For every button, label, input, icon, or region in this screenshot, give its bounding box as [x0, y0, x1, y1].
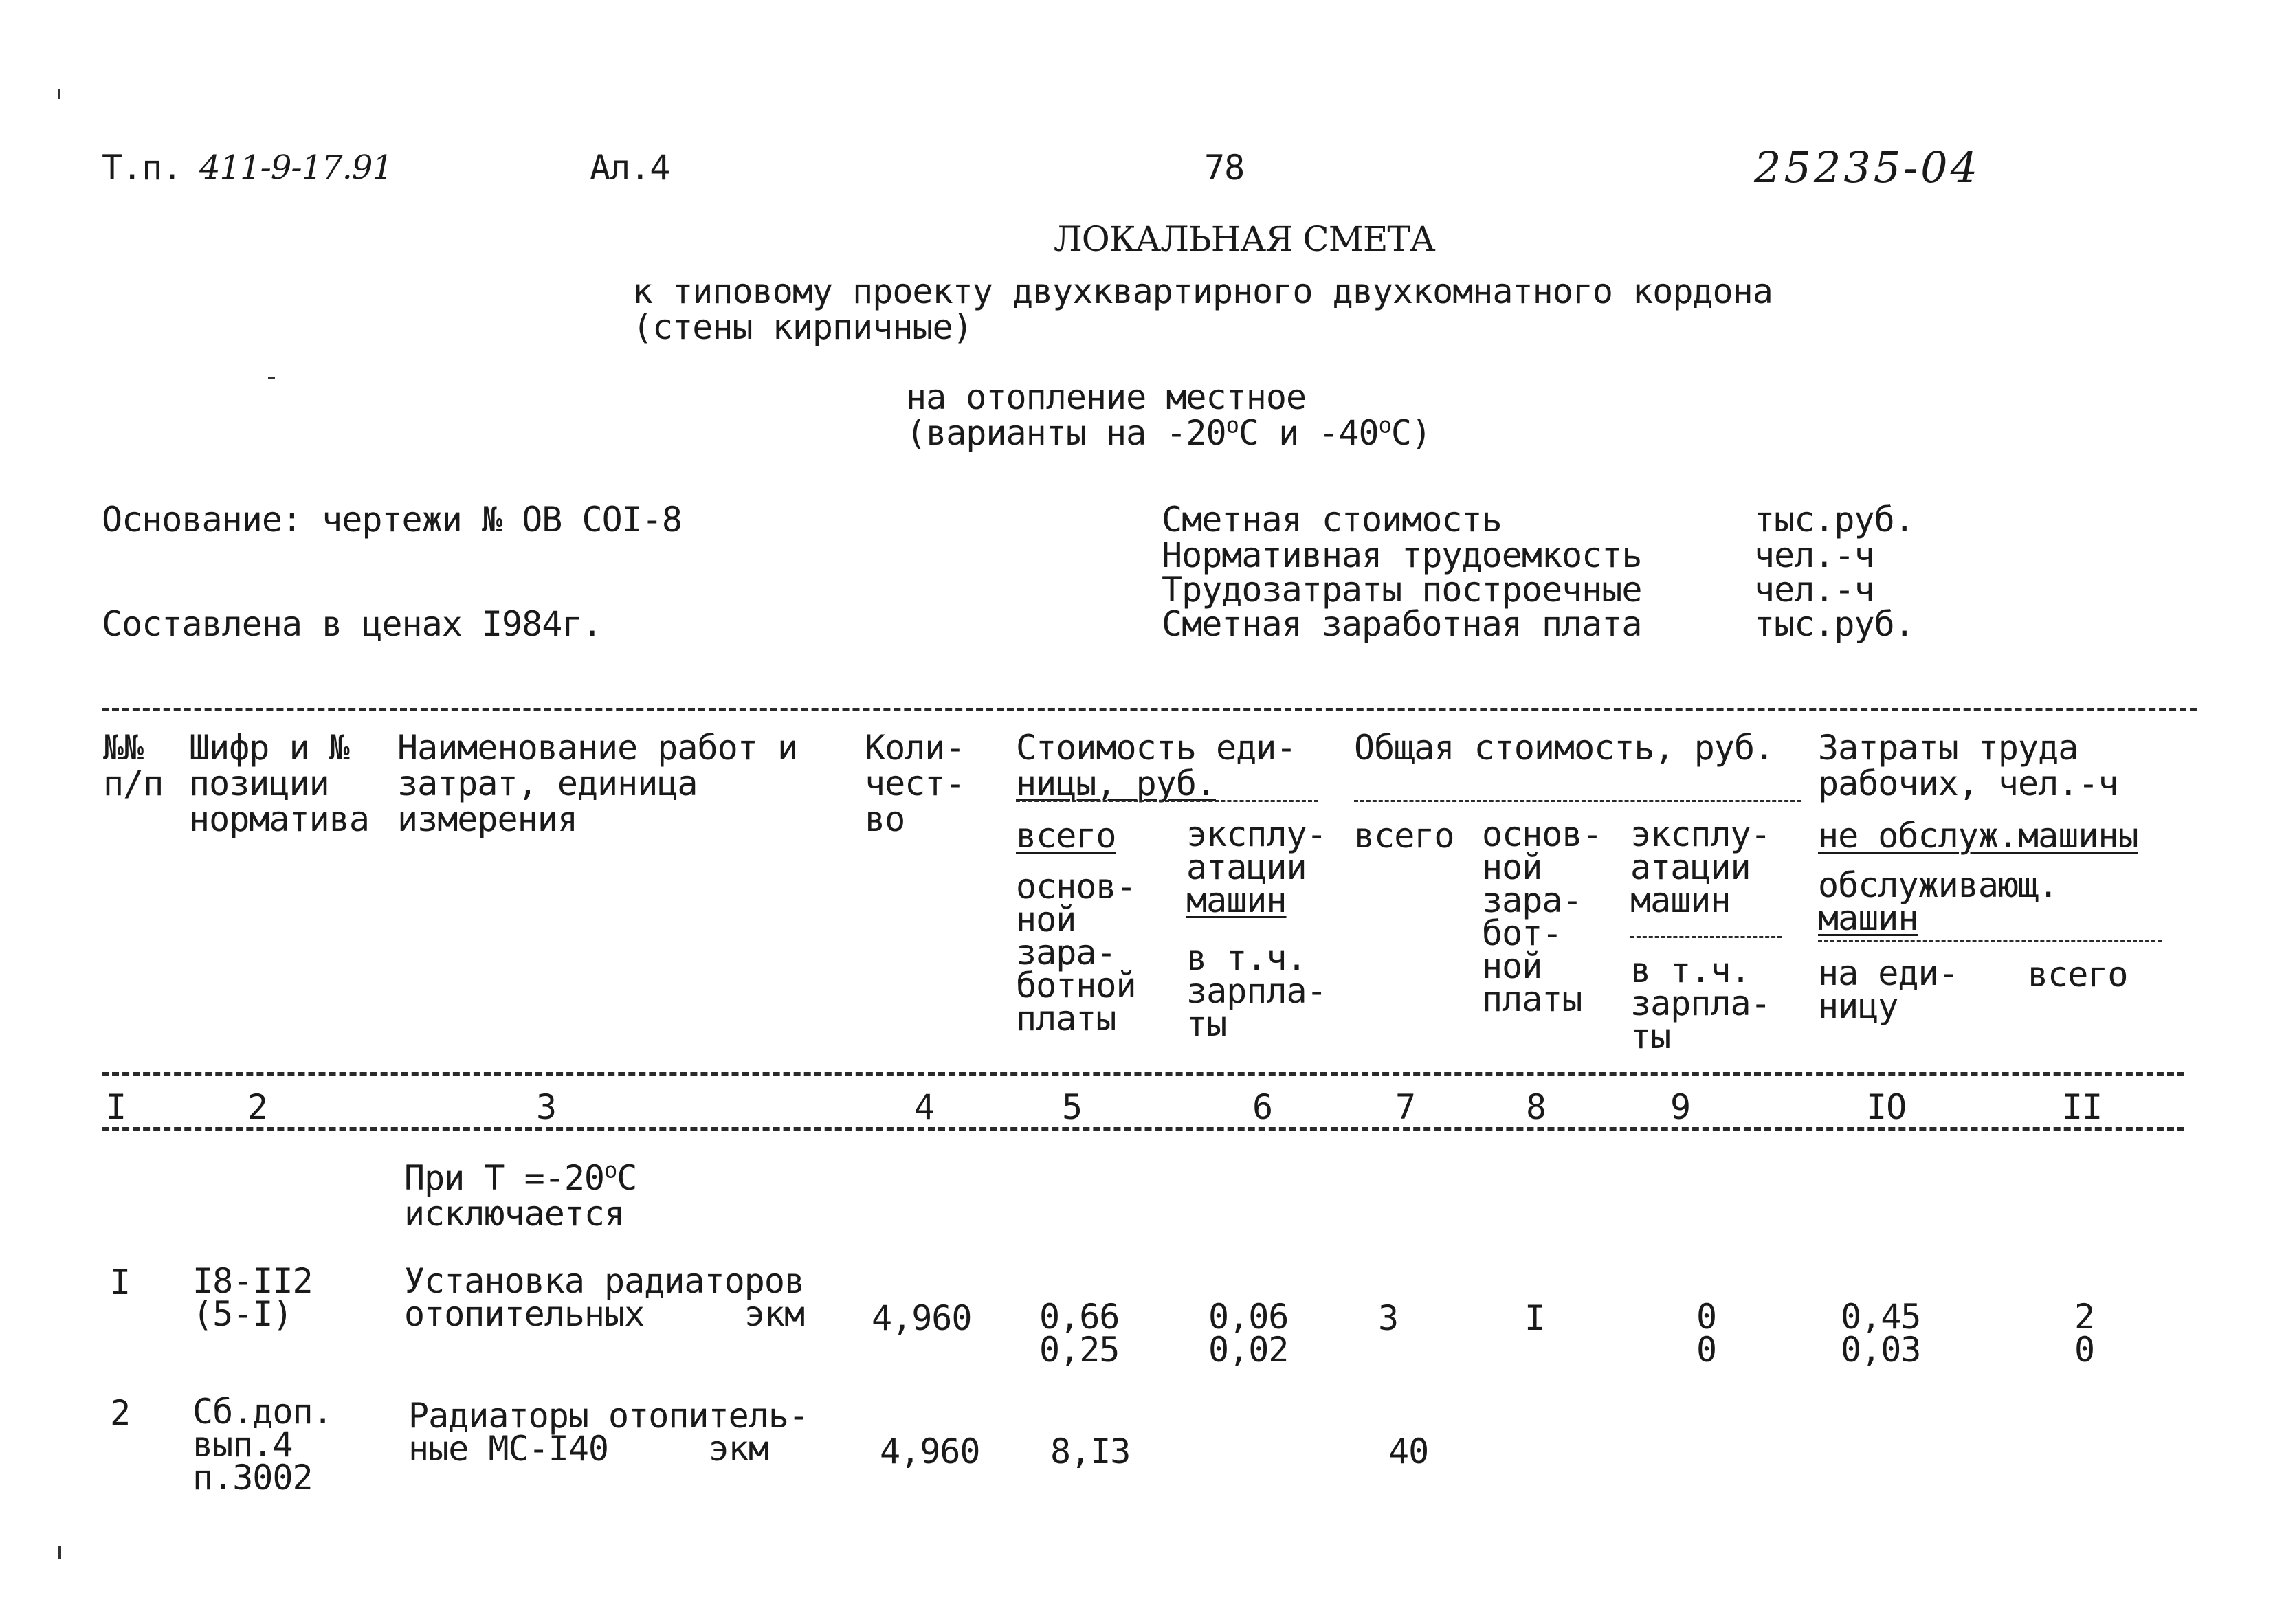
header-bottom-rule: [102, 1072, 2184, 1076]
col56-header-rule: [1016, 800, 1318, 802]
col4-header: Коли- чест- во: [865, 728, 965, 839]
title-line-2: (стены кирпичные): [632, 307, 973, 347]
row1-qty: 4,960: [872, 1298, 972, 1338]
row2-code: Сб.доп. вып.4 п.3002: [192, 1392, 333, 1498]
colnum-9: 9: [1670, 1087, 1691, 1127]
col6-header-top: эксплу- атации машин: [1186, 814, 1327, 920]
col11-header: всего: [2028, 955, 2128, 994]
tp-number-handwritten: 411-9-17.91: [199, 148, 393, 187]
code-handwritten: 25235-04: [1754, 142, 1981, 192]
col10-header: на еди- ницу: [1818, 953, 1958, 1026]
row1-col7: 3: [1378, 1298, 1399, 1338]
doc-title: ЛОКАЛЬНАЯ СМЕТА: [1054, 219, 1435, 259]
meta-label-labor-norm: Нормативная трудоемкость: [1162, 535, 1642, 575]
meta-unit-wages: тыс.руб.: [1754, 604, 1914, 644]
colnum-10: IO: [1866, 1087, 1907, 1127]
colnum-11: II: [2062, 1087, 2103, 1127]
row1-col6: 0,06 0,02: [1208, 1297, 1289, 1370]
row2-qty: 4,960: [880, 1432, 980, 1471]
title-line-1: к типовому проекту двухквартирного двухкомнатного кордона: [632, 271, 1773, 311]
basis-text: Основание: чертежи № ОВ СОI-8: [102, 500, 682, 540]
col5-header-top: всего: [1016, 816, 1116, 856]
meta-unit-cost: тыс.руб.: [1754, 500, 1914, 540]
row2-name: Радиаторы отопитель- ные МС-I40 экм: [408, 1396, 809, 1469]
col9-header-bottom: в т.ч. зарпла- ты: [1630, 950, 1771, 1056]
row1-num: I: [110, 1263, 131, 1302]
col1011-header-sub1: не обслуж.машины: [1818, 816, 2138, 856]
scan-speck: [58, 89, 60, 99]
meta-unit-labor-site: чел.-ч: [1754, 570, 1874, 610]
table-top-rule: [102, 708, 2197, 711]
colnum-3: 3: [536, 1087, 557, 1127]
row2-col5: 8,I3: [1050, 1432, 1131, 1471]
column-numbers-rule: [102, 1127, 2184, 1131]
meta-unit-labor-norm: чел.-ч: [1754, 535, 1874, 575]
scan-speck: [268, 377, 275, 379]
col789-header-rule: [1354, 800, 1801, 802]
colnum-5: 5: [1062, 1087, 1083, 1127]
meta-label-labor-site: Трудозатраты построечные: [1162, 570, 1642, 610]
row2-num: 2: [110, 1393, 131, 1433]
col2-header: Шифр и № позиции норматива: [189, 728, 369, 839]
colnum-8: 8: [1526, 1087, 1546, 1127]
col789-header-title: Общая стоимость, руб.: [1354, 728, 1775, 768]
col56-header-title: Стоимость еди- ницы, руб.: [1016, 728, 1296, 803]
album-label: Ал.4: [590, 148, 670, 188]
col1011-header-rule: [1818, 940, 2162, 942]
section-caption-line2: исключается: [404, 1194, 625, 1234]
colnum-4: 4: [914, 1087, 935, 1127]
tp-label: Т.п.: [102, 148, 182, 188]
title-line-4: (варианты на $-20^оС$ и $-40^оС$): [906, 412, 1432, 453]
col9-header-top: эксплу- атации машин: [1630, 814, 1771, 920]
page-number: 78: [1204, 148, 1245, 188]
col1011-header-title: Затраты труда рабочих, чел.-ч: [1818, 728, 2118, 803]
col6-header-bottom: в т.ч. зарпла- ты: [1186, 938, 1327, 1044]
row1-col9: 0 0: [1696, 1297, 1717, 1370]
col5-header-bottom: основ- ной зара- ботной платы: [1016, 867, 1136, 1038]
row1-col11: 2 0: [2074, 1297, 2095, 1370]
colnum-1: I: [106, 1087, 126, 1127]
row1-code: I8-II2 (5-I): [192, 1261, 313, 1334]
row2-col7: 40: [1388, 1432, 1429, 1471]
col8-header: основ- ной зара- бот- ной платы: [1482, 814, 1602, 1019]
colnum-6: 6: [1252, 1087, 1273, 1127]
prices-text: Составлена в ценах I984г.: [102, 604, 602, 644]
title-line-3: на отопление местное: [906, 377, 1307, 417]
section-caption-line1: При $Т =-20^оС$: [404, 1157, 637, 1198]
colnum-7: 7: [1395, 1087, 1416, 1127]
colnum-2: 2: [247, 1087, 268, 1127]
col7-header: всего: [1354, 816, 1454, 856]
row1-col8: I: [1524, 1298, 1545, 1338]
meta-label-cost: Сметная стоимость: [1162, 500, 1502, 540]
row1-name: Установка радиаторов отопительных экм: [404, 1261, 805, 1334]
col3-header: Наименование работ и затрат, единица измерения: [397, 728, 798, 839]
col9-header-rule: [1630, 936, 1782, 938]
col1-header: №№ п/п: [103, 728, 164, 803]
row1-col10: 0,45 0,03: [1841, 1297, 1921, 1370]
scan-speck: [58, 1546, 61, 1559]
row1-col5: 0,66 0,25: [1039, 1297, 1120, 1370]
col1011-header-sub2: обслуживающ. машин: [1818, 865, 2059, 938]
meta-label-wages: Сметная заработная плата: [1162, 604, 1642, 644]
